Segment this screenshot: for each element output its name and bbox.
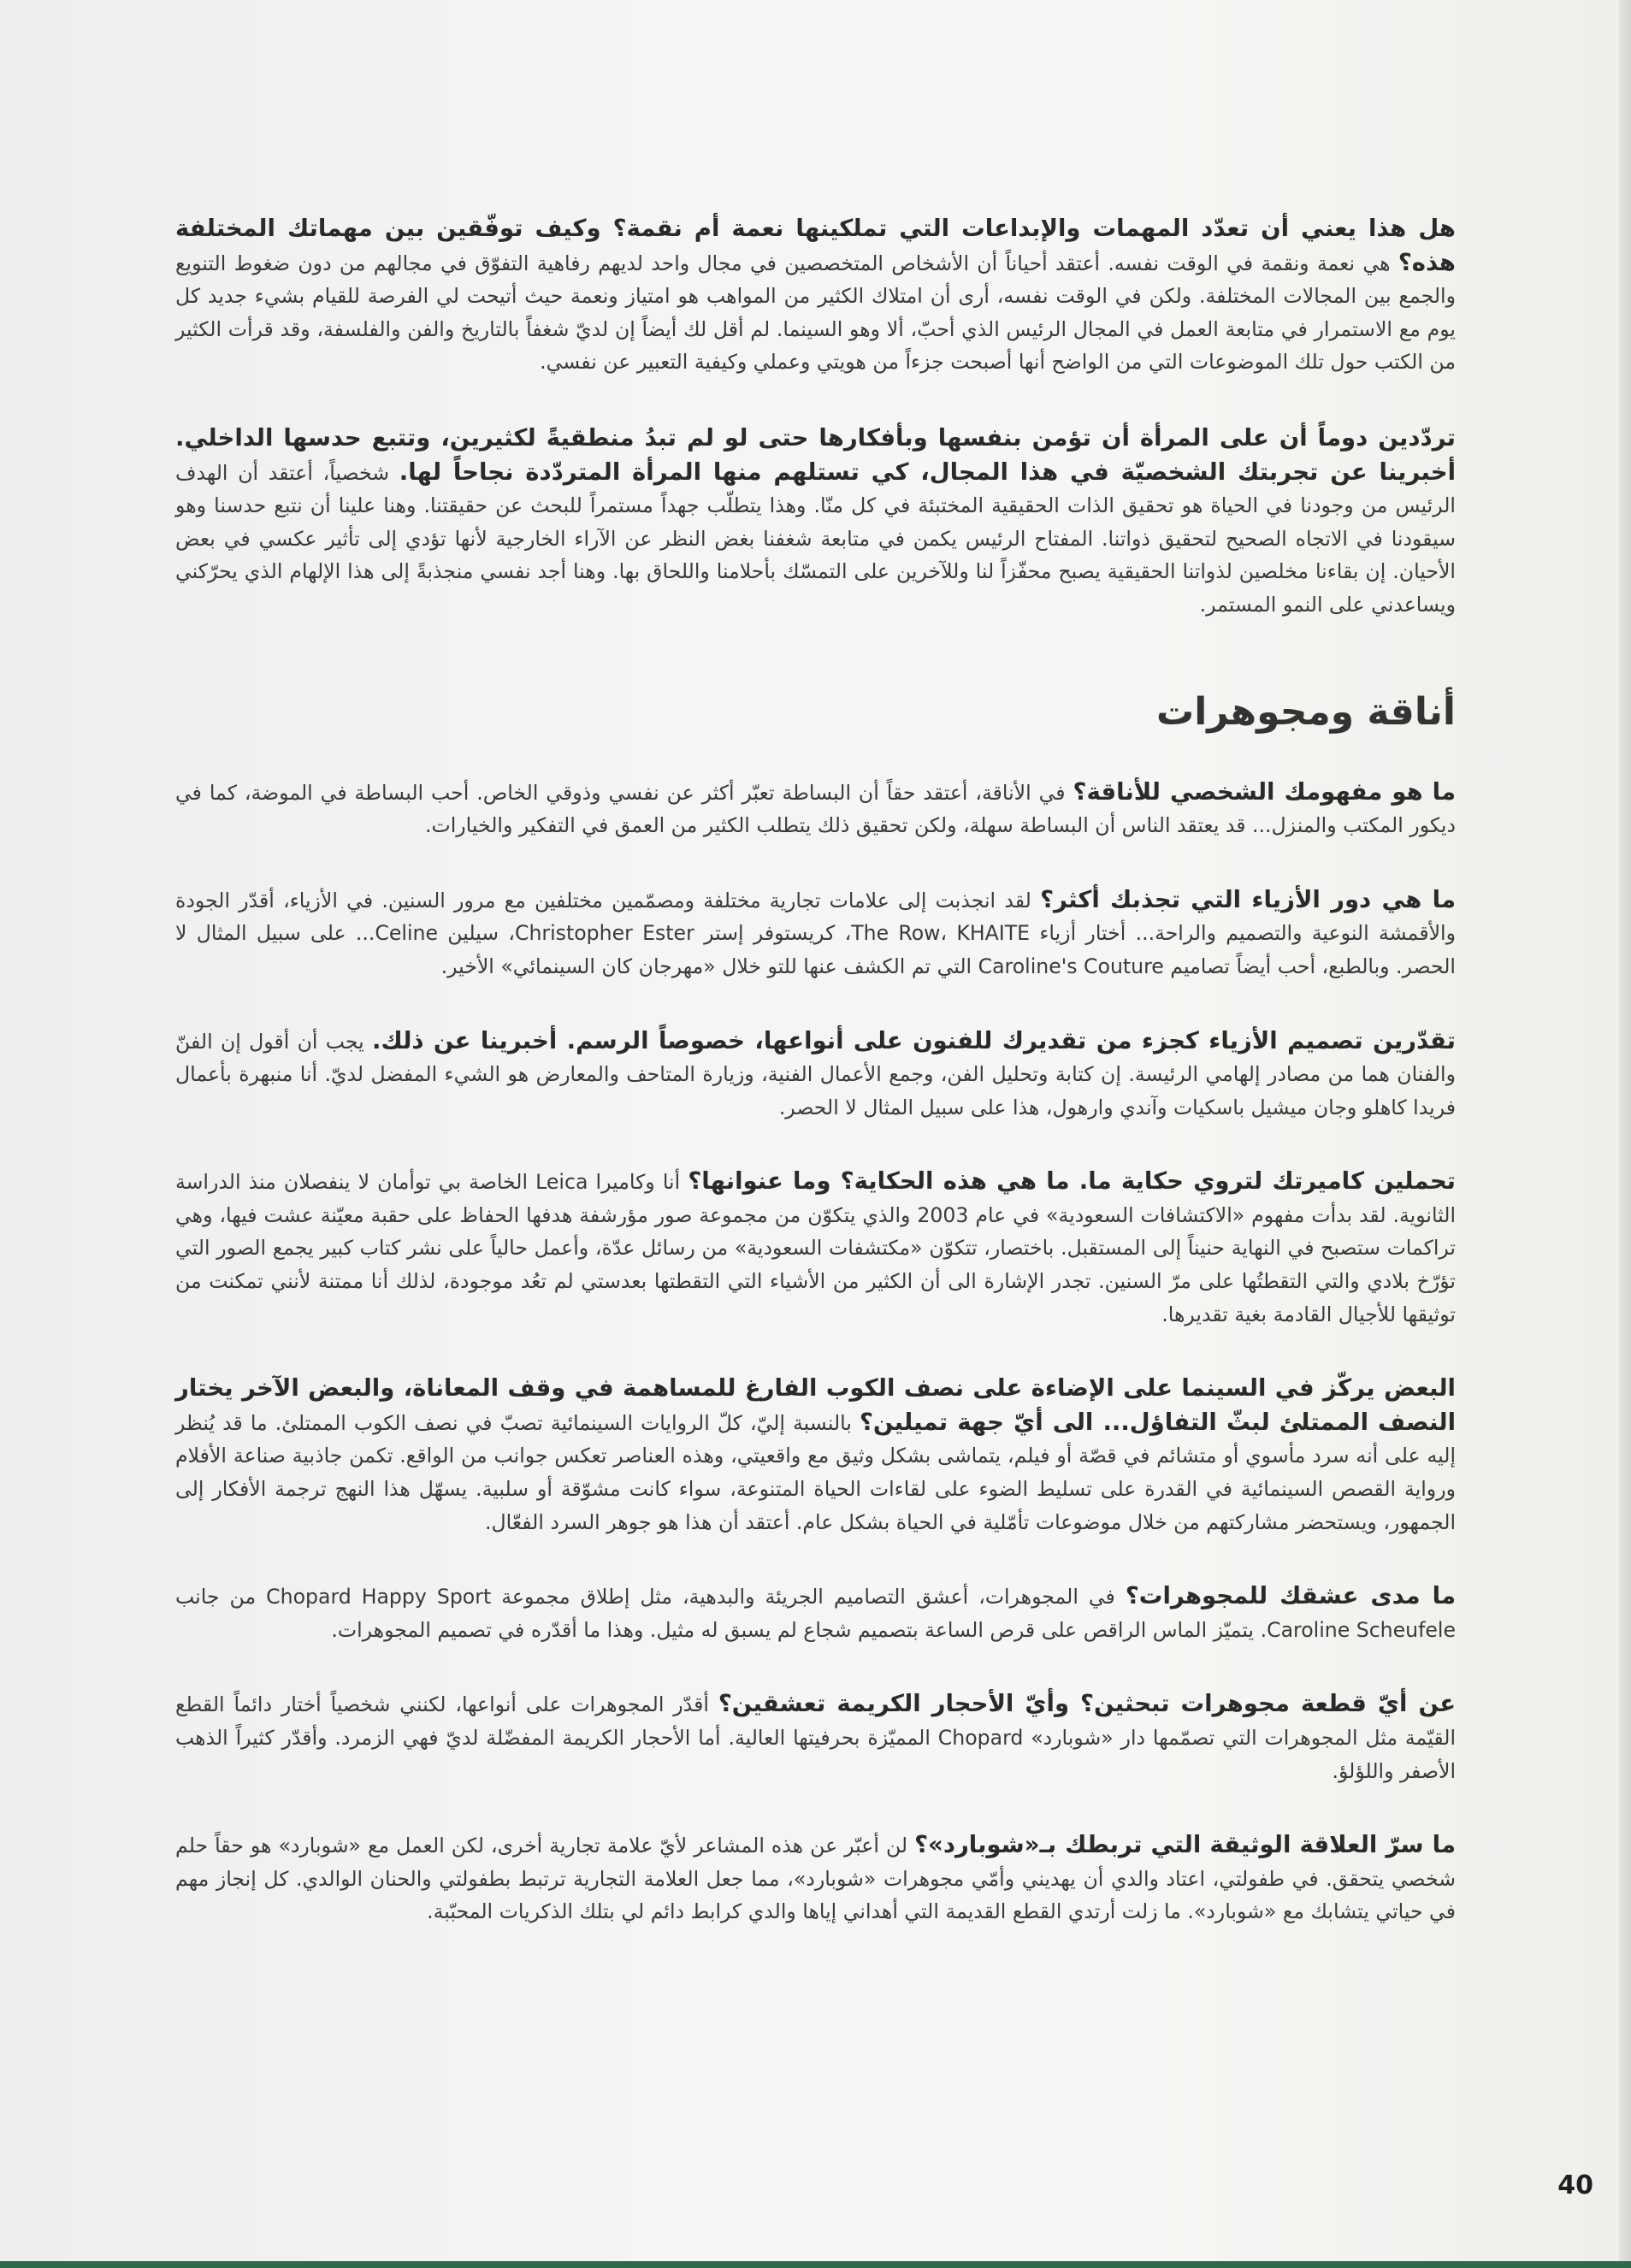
answer: في الأناقة، أعتقد حقاً أن البساطة تعبّر أكثر عن نفسي وذوقي الخاص. أحب البساطة في الموضة، كما في ديكور المكتب والمنزل... قد يعتقد الناس أن البساطة سهلة، ولكن تحقيق ذلك يتطلب الكثير من العمق في التفكير والخيارات. (175, 780, 1456, 838)
question: البعض يركّز في السينما على الإضاءة على نصف الكوب الفارغ للمساهمة في وقف المعاناة، والبعض الآخر يختار النصف الممتلئ لبثّ التفاؤل... الى أيّ جهة تميلين؟ (175, 1374, 1456, 1436)
article-column (175, 212, 1456, 1928)
question: تردّدين دوماً أن على المرأة أن تؤمن بنفسها وبأفكارها حتى لو لم تبدُ منطقيةً لكثيرين، وتتبع حدسها الداخلي. أخبرينا عن تجربتك الشخصيّة في هذا المجال، كي تستلهم منها المرأة المتردّدة نجاحاً لها. (175, 423, 1456, 486)
answer: أنا وكاميرا Leica الخاصة بي توأمان لا ينفصلان منذ الدراسة الثانوية. لقد بدأت مفهوم «الاكتشافات السعودية» في عام 2003 والذي يتكوّن من مجموعة صور مؤرشفة هدفها الحفاظ على حقبة معيّنة عشت فيها، وهي تراكمات ستصبح في النهاية حنيناً إلى المستقبل. باختصار، تتكوّن «مكتشفات السعودية» من رسائل عدّة، وأعمل حالياً على نشر كتاب كبير يجمع الصور التي تؤرّخ بلادي والتي التقطتُها على مرّ السنين. تجدر الإشارة الى أن الكثير من الأشياء التي التقطتها بعدستي لم تعُد موجودة، لذلك أنا ممتنة لأنني تمكنت من توثيقها للأجيال القادمة بغية تقديرها. (175, 1170, 1456, 1326)
question: تحملين كاميرتك لتروي حكاية ما. ما هي هذه الحكاية؟ وما عنوانها؟ (688, 1167, 1456, 1196)
spacer (175, 622, 1456, 685)
qa-block-fashion-houses (175, 883, 1456, 983)
section-heading: أناقة ومجوهرات (1155, 689, 1456, 734)
question: هل هذا يعني أن تعدّد المهمات والإبداعات التي تملكينها نعمة أم نقمة؟ وكيف توفّقين بين مهماتك المختلفة هذه؟ (175, 215, 1456, 276)
qa-block-camera (175, 1165, 1456, 1331)
question: ما هي دور الأزياء التي تجذبك أكثر؟ (1040, 885, 1456, 913)
answer: أقدّر المجوهرات على أنواعها، لكنني شخصياً أختار دائماً القطع القيّمة مثل المجوهرات التي تصمّمها دار «شوبارد» Chopard المميّزة بحرفيتها العالية. أما الأحجار الكريمة المفضّلة لديّ فهي الزمرد. وأقدّر كثيراً الذهب الأصفر واللؤلؤ. (175, 1692, 1456, 1783)
spacer (175, 379, 1456, 422)
question: ما سرّ العلاقة الوثيقة التي تربطك بـ«شوبارد»؟ (914, 1831, 1456, 1859)
question: ما هو مفهومك الشخصي للأناقة؟ (1073, 777, 1456, 806)
spacer (175, 1539, 1456, 1580)
answer: لقد انجذبت إلى علامات تجارية مختلفة ومصمّمين مختلفين مع مرور السنين. في الأزياء، أقدّر الجودة والأقمشة النوعية والتصميم والراحة... أختار أزياء The Row، KHAITE، كريستوفر إستر Christopher Ester، سيلين Celine... على سبيل المثال لا الحصر. وبالطبع، أحب أيضاً تصاميم Caroline's Couture التي تم الكشف عنها للتو خلال «مهرجان كان السينمائي» الأخير. (175, 888, 1456, 978)
qa-block-chopard (175, 1828, 1456, 1928)
qa-block-multitasking (175, 212, 1456, 379)
qa-block-gemstones (175, 1687, 1456, 1787)
spacer (175, 842, 1456, 883)
answer: شخصياً، أعتقد أن الهدف الرئيس من وجودنا في الحياة هو تحقيق الذات الحقيقية المختبئة في كل منّا. وهذا يتطلّب جهداً مستمراً للبحث عن حقيقتنا. وهنا علينا أن نتبع حدسنا وهو سيقودنا في الاتجاه الصحيح لتحقيق ذواتنا. المفتاح الرئيس يكمن في متابعة شغفنا بغض النظر عن الآراء الخارجية لأنها تؤدي إلى تأثير عكسي في بعض الأحيان. إن بقاءنا مخلصين لذواتنا الحقيقية يصبح محفّزاً لنا وللآخرين على التمسّك بأحلامنا واللحاق بها. وهنا أجد نفسي منجذبةً إلى هذا الإلهام الذي يحرّكني ويساعدني على النمو المستمر. (175, 460, 1456, 617)
question: تقدّرين تصميم الأزياء كجزء من تقديرك للفنون على أنواعها، خصوصاً الرسم. أخبرينا عن ذلك. (372, 1026, 1457, 1054)
spacer (175, 1646, 1456, 1687)
answer: لن أعبّر عن هذه المشاعر لأيّ علامة تجارية أخرى، لكن العمل مع «شوبارد» هو حقاً حلم شخصي يتحقق. في طفولتي، اعتاد والدي أن يهديني وأمّي مجوهرات «شوبارد»، مما جعل العلامة التجارية ترتبط بطفولتي والحنان الوالدي. كل إنجاز مهم في حياتي يتشابك مع «شوبارد». ما زلت أرتدي القطع القديمة التي أهداني إياها والدي كرابط دائم لي بتلك الذكريات المحبّبة. (175, 1834, 1456, 1924)
spacer (175, 1787, 1456, 1828)
answer: هي نعمة ونقمة في الوقت نفسه. أعتقد أحياناً أن الأشخاص المتخصصين في مجال واحد لديهم رفاهية التفوّق في مجالهم من دون ضغوط التنويع والجمع بين المجالات المختلفة. ولكن في الوقت نفسه، أرى أن امتلاك الكثير من المواهب هو امتياز ونعمة حيث أتيحت لي الفرصة للقيام بشيء جديد كل يوم مع الاستمرار في متابعة العمل في المجال الرئيس الذي أحبّ، ألا وهو السينما. لم أقل لك أيضاً إن لديّ شغفاً بالتاريخ والفن والفلسفة، وقد قرأت الكثير من الكتب حول تلك الموضوعات التي من الواضح أنها أصبحت جزءاً من هويتي وعملي وكيفية التعبير عن نفسي. (175, 251, 1456, 375)
page-number: 40 (1557, 2171, 1593, 2200)
answer: في المجوهرات، أعشق التصاميم الجريئة والبدهية، مثل إطلاق مجموعة Chopard Happy Sport من جانب Caroline Scheufele. يتميّز الماس الراقص على قرص الساعة بتصميم شجاع لم يسبق له مثيل. وهذا ما أقدّره في تصميم المجوهرات. (175, 1585, 1456, 1642)
qa-block-intuition (175, 422, 1456, 622)
spacer (175, 740, 1456, 776)
qa-block-cinema (175, 1372, 1456, 1539)
page-edge (1619, 0, 1631, 2268)
question: ما مدى عشقك للمجوهرات؟ (1125, 1582, 1457, 1610)
bottom-border (0, 2261, 1631, 2268)
answer: يجب أن أقول إن الفنّ والفنان هما من مصادر إلهامي الرئيسة. إن كتابة وتحليل الفن، وجمع الأعمال الفنية، وزيارة المتاحف والمعارض هو الشيء المفضل لديّ. أنا منبهرة بأعمال فريدا كاهلو وجان ميشيل باسكيات وآندي وارهول، هذا على سبيل المثال لا الحصر. (175, 1029, 1456, 1119)
answer: بالنسبة إليّ، كلّ الروايات السينمائية تصبّ في نصف الكوب الممتلئ. ما قد يُنظر إليه على أنه سرد مأسوي أو متشائم في قصّة أو فيلم، يتماشى بشكل وثيق مع واقعيتي، وهذه العناصر تعكس جوانب من الواقع. تكمن جاذبية صناعة الأفلام ورواية القصص السينمائية في القدرة على تسليط الضوء على لقاءات الحياة المتنوعة، سواء كانت مشوّقة أو سلبية. يسهّل هذا النهج ترجمة الأفكار إلى الجمهور، ويستحضر مشاركتهم من خلال موضوعات تأمّلية في الحياة بشكل عام. أعتقد أن هذا هو جوهر السرد الفعّال. (175, 1410, 1456, 1534)
question: عن أيّ قطعة مجوهرات تبحثين؟ وأيّ الأحجار الكريمة تعشقين؟ (718, 1690, 1456, 1718)
spacer (175, 1124, 1456, 1165)
spacer (175, 1331, 1456, 1372)
qa-block-jewelry-love (175, 1580, 1456, 1646)
spacer (175, 983, 1456, 1025)
qa-block-art (175, 1025, 1456, 1125)
qa-block-elegance (175, 776, 1456, 842)
